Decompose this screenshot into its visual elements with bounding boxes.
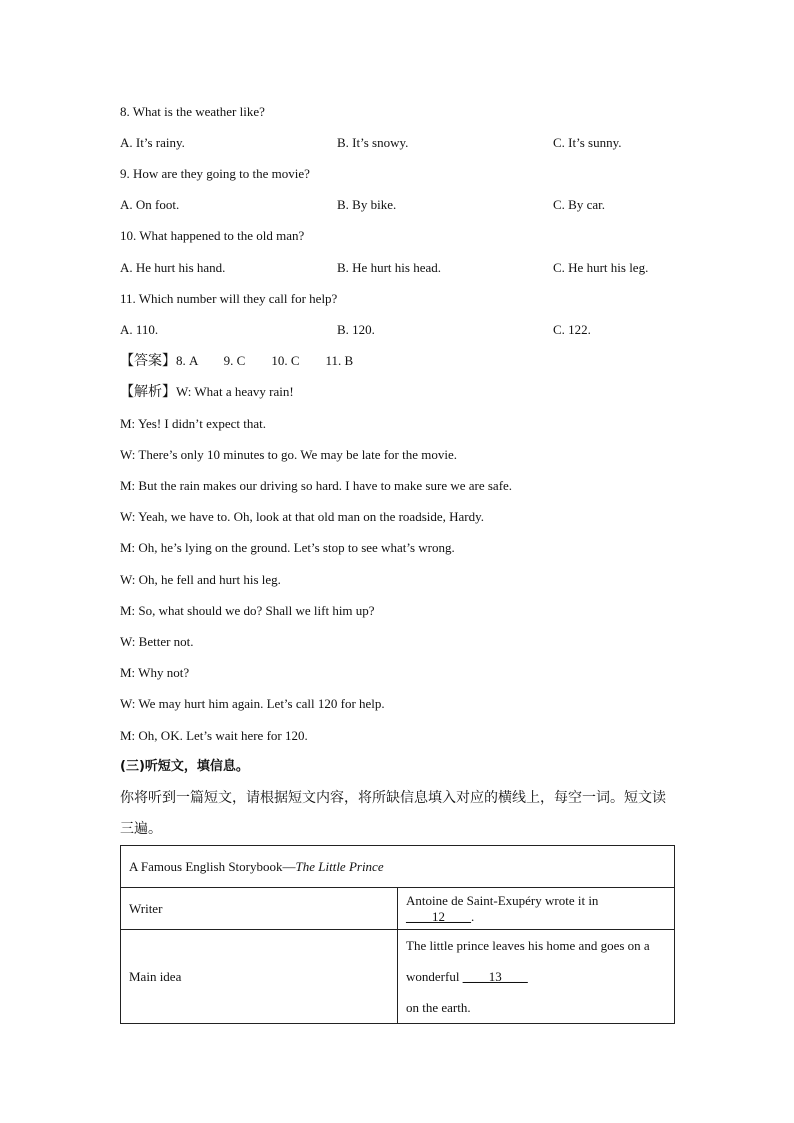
answer-blank-12[interactable]: ____12____ (406, 908, 471, 924)
option-b: B. By bike. (337, 197, 397, 212)
option-c: C. 122. (553, 322, 591, 337)
dialogue-line: M: Oh, he’s lying on the ground. Let’s stop to see what’s wrong. (120, 540, 455, 555)
dialogue-line: M: Oh, OK. Let’s wait here for 120. (120, 728, 308, 743)
analysis-label: 【解析】 (120, 384, 176, 400)
row-text-end: . (471, 908, 475, 924)
answer-blank-13[interactable]: ____13____ (462, 969, 528, 984)
option-c: C. He hurt his leg. (553, 260, 649, 275)
info-table (120, 845, 675, 1024)
dialogue-line: M: So, what should we do? Shall we lift him up? (120, 603, 375, 618)
question-stem: 11. Which number will they call for help? (120, 291, 338, 306)
analysis-first-line: W: What a heavy rain! (176, 384, 294, 399)
table-row (121, 888, 675, 930)
row-text: The little prince leaves his home and goes on a wonderful (406, 938, 650, 984)
row-label: Main idea (121, 930, 398, 1024)
table-header-cell (121, 846, 675, 888)
dialogue-line: W: Better not. (120, 634, 194, 649)
row-text: Antoine de Saint-Exupéry wrote it in (406, 892, 599, 908)
header-prefix: A Famous English Storybook— (129, 858, 296, 874)
dialogue-line: W: We may hurt him again. Let’s call 120 for help. (120, 696, 385, 711)
row-label: Writer (121, 888, 398, 930)
row-content (398, 888, 675, 930)
section-instruction: 你将听到一篇短文，请根据短文内容，将所缺信息填入对应的横线上，每空一词。短文读 (120, 790, 666, 806)
option-b: B. He hurt his head. (337, 260, 441, 275)
section-title: (三)听短文，填信息。 (120, 759, 249, 774)
option-c: C. It’s sunny. (553, 135, 622, 150)
row-content (398, 930, 675, 1024)
dialogue-line: W: Oh, he fell and hurt his leg. (120, 572, 281, 587)
option-b: B. It’s snowy. (337, 135, 409, 150)
dialogue-line: W: Yeah, we have to. Oh, look at that old man on the roadside, Hardy. (120, 509, 485, 524)
question-stem: 10. What happened to the old man? (120, 228, 305, 243)
book-title: The Little Prince (295, 858, 384, 874)
dialogue-line: W: There’s only 10 minutes to go. We may be late for the movie. (120, 447, 457, 462)
option-b: B. 120. (337, 322, 375, 337)
row-text-cont: on the earth. (406, 1000, 471, 1015)
question-stem: 9. How are they going to the movie? (120, 166, 310, 181)
answer-label: 【答案】 (120, 353, 176, 369)
option-a: A. On foot. (120, 197, 180, 212)
option-a: A. It’s rainy. (120, 135, 185, 150)
option-a: A. 110. (120, 322, 159, 337)
analysis-line (120, 383, 294, 401)
option-a: A. He hurt his hand. (120, 260, 226, 275)
table-row (121, 930, 675, 1024)
question-stem: 8. What is the weather like? (120, 104, 265, 119)
answer-text: 8. A 9. C 10. C 11. B (176, 353, 354, 368)
section-instruction-cont: 三遍。 (120, 821, 162, 837)
answer-line (120, 352, 353, 370)
dialogue-line: M: But the rain makes our driving so hard. I have to make sure we are safe. (120, 478, 513, 493)
table-header-row (121, 846, 675, 888)
option-c: C. By car. (553, 197, 605, 212)
dialogue-line: M: Why not? (120, 665, 190, 680)
dialogue-line: M: Yes! I didn’t expect that. (120, 416, 266, 431)
